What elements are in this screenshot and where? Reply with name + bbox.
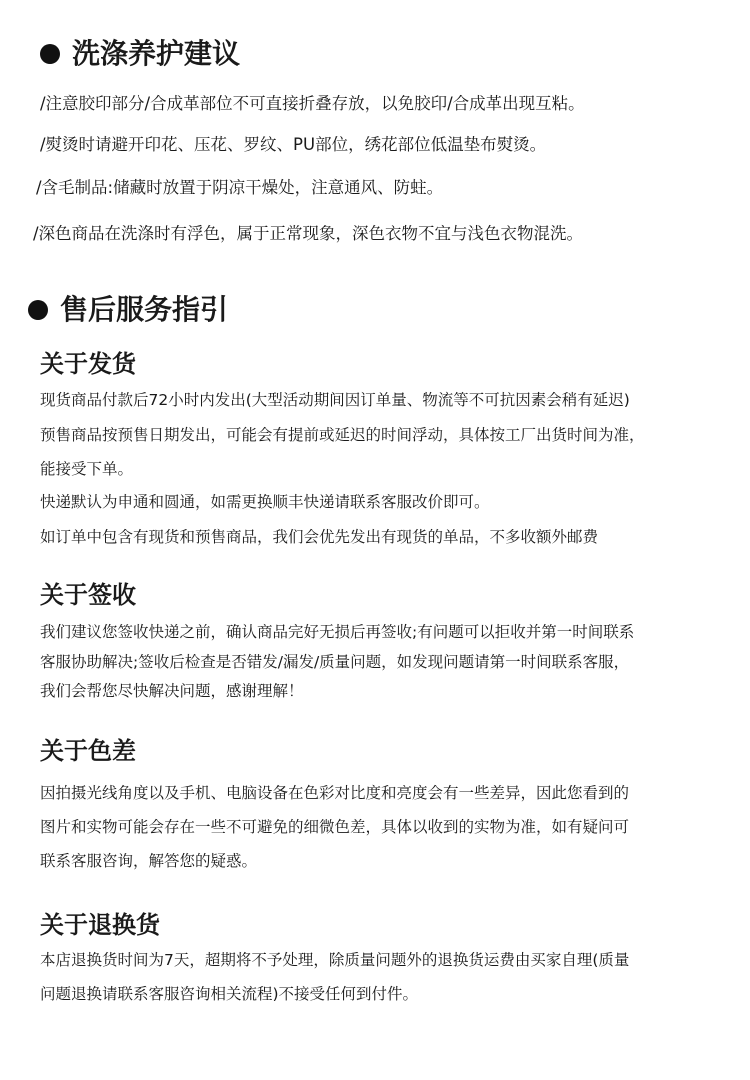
color-line: 因拍摄光线角度以及手机、电脑设备在色彩对比度和亮度会有一些差异，因此您看到的: [40, 784, 630, 802]
shipping-line: 预售商品按预售日期发出，可能会有提前或延迟的时间浮动，具体按工厂出货时间为准，: [40, 426, 645, 444]
bullet-dot-icon: [28, 300, 48, 320]
signing-line: 我们建议您签收快递之前，确认商品完好无损后再签收;有问题可以拒收并第一时间联系: [40, 623, 635, 641]
signing-line: 我们会帮您尽快解决问题，感谢理解！: [40, 682, 304, 700]
care-line: /含毛制品:储藏时放置于阴凉干燥处，注意通风、防蛀。: [36, 178, 444, 197]
color-line: 联系客服咨询，解答您的疑惑。: [40, 852, 258, 870]
care-section-title: 洗涤养护建议: [72, 37, 241, 70]
shipping-line: 快递默认为申通和圆通，如需更换顺丰快递请联系客服改价即可。: [40, 493, 490, 511]
returns-line: 本店退换货时间为7天，超期将不予处理，除质量问题外的退换货运费由买家自理(质量: [40, 951, 630, 969]
returns-heading: 关于退换货: [40, 911, 160, 939]
care-section-heading: [40, 37, 241, 70]
shipping-line: 现货商品付款后72小时内发出(大型活动期间因订单量、物流等不可抗因素会稍有延迟): [40, 391, 630, 409]
color-heading: 关于色差: [40, 737, 136, 765]
shipping-heading: 关于发货: [40, 350, 136, 378]
bullet-dot-icon: [40, 44, 60, 64]
service-section-heading: [28, 293, 229, 326]
shipping-line: 如订单中包含有现货和预售商品，我们会优先发出有现货的单品，不多收额外邮费: [40, 528, 599, 546]
returns-line: 问题退换请联系客服咨询相关流程)不接受任何到付件。: [40, 985, 419, 1003]
service-section-title: 售后服务指引: [60, 293, 229, 326]
care-line: /深色商品在洗涤时有浮色，属于正常现象，深色衣物不宜与浅色衣物混洗。: [33, 224, 584, 243]
care-line: /熨烫时请避开印花、压花、罗纹、PU部位，绣花部位低温垫布熨烫。: [40, 135, 547, 154]
shipping-line: 能接受下单。: [40, 460, 134, 478]
color-line: 图片和实物可能会存在一些不可避免的细微色差，具体以收到的实物为准，如有疑问可: [40, 818, 630, 836]
signing-line: 客服协助解决;签收后检查是否错发/漏发/质量问题，如发现问题请第一时间联系客服，: [40, 653, 630, 671]
care-line: /注意胶印部分/合成革部位不可直接折叠存放，以免胶印/合成革出现互粘。: [40, 94, 585, 113]
signing-heading: 关于签收: [40, 581, 136, 609]
